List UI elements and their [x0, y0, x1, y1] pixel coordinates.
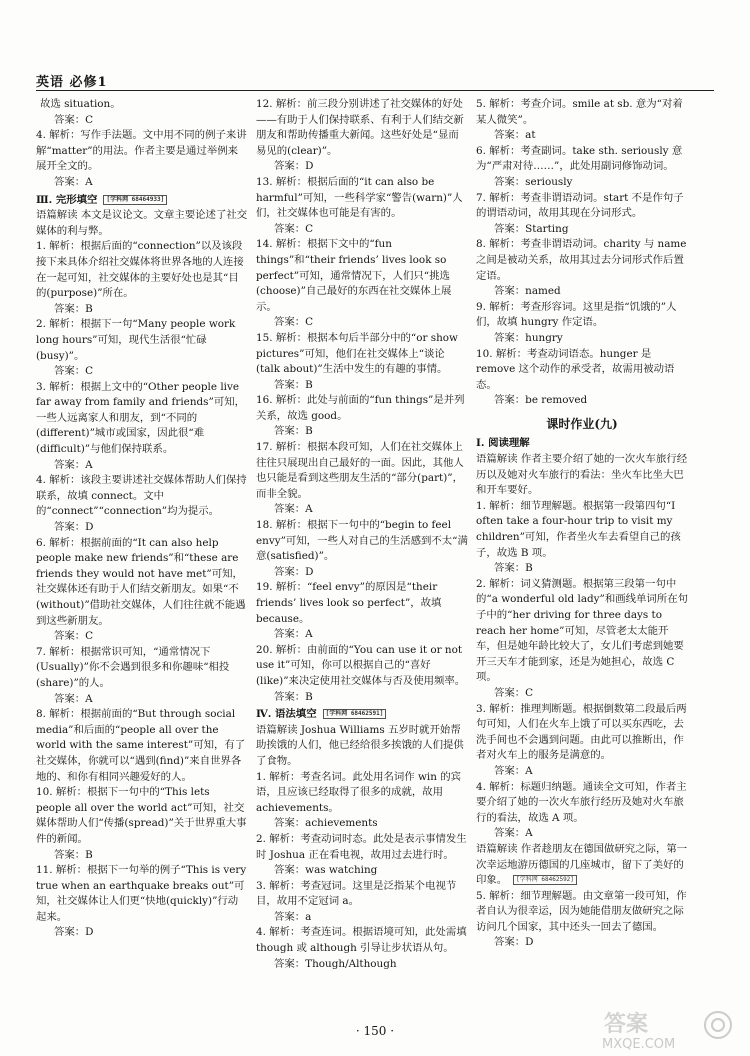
paragraph [476, 702, 688, 764]
paragraph-text: 10. 解析：考查动词语态。hunger 是 remove 这个动作的承受者，故需用被动语态。 [476, 347, 675, 391]
answer-line [256, 424, 468, 440]
reference-code-stamp: [学科网 68462592] [513, 875, 577, 885]
answer-line-text: 答案：C [274, 316, 314, 329]
answer-line [36, 629, 248, 645]
svg-text:答案: 答案 [604, 1012, 649, 1037]
answer-line [476, 222, 688, 238]
answer-line [476, 284, 688, 300]
paragraph-text: 14. 解析：根据下文中的“fun things”和“their friends’ lives look so perfect”可知，通常情况下，人们只“挑选(choose)”自己最好的东西在社交媒体上展示。 [256, 238, 452, 313]
paragraph-text: 2. 解析：根据下一句“Many people work long hours”可知，现代生活很“忙碌(busy)”。 [36, 318, 236, 362]
paragraph-text: 7. 解析：根据常识可知，“通常情况下(Usually)”你不会遇到很多和你趣味“相投(share)”的人。 [36, 645, 230, 689]
answer-line [476, 331, 688, 347]
continued-text-text: 故选 situation。 [40, 98, 121, 110]
paragraph [36, 707, 248, 785]
answer-line [256, 957, 468, 973]
paragraph-text: 13. 解析：根据后面的“it can also be harmful”可知，一些科学家“警告(warn)”人们，社交媒体也可能是有害的。 [256, 175, 463, 220]
answer-line-text: 答案：achievements [274, 817, 378, 830]
answer-line-text: 答案：A [54, 692, 93, 705]
paragraph [476, 577, 688, 686]
answer-line-text: 答案：C [54, 113, 94, 126]
paragraph [256, 440, 468, 502]
paragraph-text: 5. 解析：细节理解题。由文章第一段可知，作者自认为很幸运，因为她能借朋友做研究之际访问几个国家，其中还头一回去了德国。 [476, 889, 687, 933]
answer-line-text: 答案：at [494, 129, 536, 142]
paragraph [256, 97, 468, 159]
answer-line-text: 答案：D [494, 936, 534, 949]
answer-line-text: 答案：a [274, 910, 312, 923]
answer-line-text: 答案：A [54, 458, 93, 471]
paragraph [476, 499, 688, 561]
paragraph [476, 347, 688, 394]
answer-line [256, 315, 468, 331]
paragraph [36, 473, 248, 520]
answer-line-text: 答案：be removed [494, 394, 588, 407]
paragraph-text: 3. 解析：考查冠词。这里是泛指某个电视节目，故用不定冠词 a。 [256, 879, 457, 908]
paragraph-text: 11. 解析：根据下一句举的例子“This is very true when an earthquake breaks out”可知，社交媒体让人们更“快地(quickly)”行动起来。 [36, 864, 247, 923]
paragraph [476, 452, 688, 499]
answer-line-text: 答案：D [54, 926, 94, 939]
paragraph [36, 645, 248, 692]
svg-text:MXQE.COM: MXQE.COM [602, 1037, 676, 1051]
answer-line-text: 答案：was watching [274, 864, 378, 877]
paragraph [476, 144, 688, 175]
answer-line [36, 364, 248, 380]
answer-line-text: 答案：C [274, 222, 314, 235]
continued-text [36, 97, 248, 113]
paragraph-text: 2. 解析：考查动词时态。此处是表示事情发生时 Joshua 正在看电视，故用过去进行时。 [256, 832, 467, 861]
answer-line-text: 答案：A [494, 827, 533, 840]
paragraph [476, 300, 688, 331]
paragraph-text: 1. 解析：细节理解题。根据第一段第四句“I often take a four-hour trip to visit my children”可知，作者坐火车去看望自己的孩子，故选 B 项。 [476, 499, 681, 559]
answer-line-text: 答案：B [274, 690, 313, 703]
answer-line-text: 答案：named [494, 285, 561, 298]
paragraph-text: 3. 解析：根据上文中的“Other people live far away from family and friends”可知，一些人远离家人和朋友，到“不同的(different)”城市或国家，因此很“难(difficult)”与他们保持联系。 [36, 380, 245, 456]
answer-line-text: 答案：A [274, 503, 313, 516]
paragraph-text: 1. 解析：考查名词。此处用名词作 win 的宾语，且应该已经取得了很多的成就，故用 achievements。 [256, 770, 461, 814]
paragraph [36, 239, 248, 301]
answer-line-text: 答案：C [54, 630, 94, 643]
paragraph-text: 9. 解析：考查形容词。这里是指“饥饿的”人们，故填 hungry 作定语。 [476, 300, 677, 329]
paragraph-text: 8. 解析：根据前面的“But through social media”和后面的“people all over the world with the same interest”可知，有了社交媒体，你就可以“遇到(find)”来自世界各地的、和你有相同兴趣爱好的人。 [36, 708, 246, 783]
page-header: 英语 必修1 [36, 75, 108, 90]
paragraph-text: 语篇解读 本文是议论文。文章主要论述了社交媒体的利与弊。 [36, 209, 248, 237]
paragraph [36, 785, 248, 847]
answer-line [36, 302, 248, 318]
answer-line [36, 848, 248, 864]
paragraph-text: 5. 解析：考查介词。smile at sb. 意为“对着某人微笑”。 [476, 98, 683, 126]
answer-line [36, 925, 248, 941]
header-rule [36, 90, 714, 91]
paragraph [256, 518, 468, 565]
answer-line-text: 答案：Though/Although [274, 957, 397, 970]
column-right [476, 97, 688, 951]
answer-line [476, 175, 688, 191]
answer-line [36, 113, 248, 129]
answer-line-text: 答案：A [274, 628, 313, 641]
answer-line [256, 502, 468, 518]
paragraph [36, 128, 248, 175]
answer-line-text: 答案：B [274, 378, 313, 391]
paragraph [256, 832, 468, 863]
section-heading-text: Ⅳ. 语法填空 [256, 708, 317, 721]
section-heading [256, 707, 468, 723]
paragraph [256, 393, 468, 424]
answer-line-text: 答案：B [274, 425, 313, 438]
paragraph-text: 6. 解析：考查副词。take sth. seriously 意为“严肃对待……”，此处用副词修饰动词。 [476, 144, 683, 173]
paragraph-text: 4. 解析：写作手法题。文中用不同的例子来讲解“matter”的用法。作者主要是通过举例来展开全文的。 [36, 129, 247, 173]
answer-line [256, 910, 468, 926]
paragraph-text: 15. 解析：根据本句后半部分中的“or show pictures”可知，他们在社交媒体上“谈论(talk about)”生活中发生的有趣的事情。 [256, 331, 458, 376]
answer-line-text: 答案：seriously [494, 175, 573, 188]
answer-line-text: 答案：B [54, 302, 93, 315]
reference-code-stamp: [学科网 68462591] [323, 709, 387, 719]
answer-line [256, 627, 468, 643]
answer-line-text: 答案：B [494, 562, 533, 575]
paragraph-text: 8. 解析：考查非谓语动词。charity 与 name 之间是被动关系，故用其过去分词形式作后置定语。 [476, 238, 687, 282]
answer-line-text: 答案：A [494, 764, 533, 777]
answer-line [36, 175, 248, 191]
answer-line-text: 答案：D [274, 160, 314, 173]
paragraph [36, 863, 248, 925]
answer-line [256, 690, 468, 706]
answer-line [476, 686, 688, 702]
paragraph [256, 237, 468, 315]
paragraph-text: 12. 解析：前三段分别讲述了社交媒体的好处——有助于人们保持联系、有利于人们结交新朋友和帮助传播重大新闻。这些好处是“显而易见的(clear)”。 [256, 98, 464, 157]
paragraph-text: 语篇解读 作者趁朋友在德国做研究之际，第一次幸运地游历德国的几座城市，留下了美好的印象。 [476, 842, 688, 887]
paragraph-text: 18. 解析：根据下一句中的“begin to feel envy”可知，一些人对自己的生活感到不太“满意(satisfied)”。 [256, 519, 468, 563]
paragraph [256, 643, 468, 690]
answer-line [476, 393, 688, 409]
watermark-logo [596, 1007, 742, 1051]
paragraph [256, 580, 468, 627]
paragraph-text: 2. 解析：词义猜测题。根据第三段第一句中的“a wonderful old lady”和画线单词所在句子中的“her driving for three days to reach her home”可知，尽管老太太能开车，但是她年龄比较大了，女儿们考虑到她要开三天车才能到家，还是为她担心，故选 C 项。 [476, 577, 688, 684]
answer-line-text: 答案：D [54, 521, 94, 534]
reference-code-stamp: [学科网 68464933] [103, 195, 167, 205]
paragraph [256, 925, 468, 956]
section-heading [476, 436, 688, 452]
paragraph [476, 780, 688, 827]
paragraph [256, 723, 468, 770]
answer-line-text: 答案：Starting [494, 222, 569, 235]
homework-title [476, 417, 688, 433]
answer-line-text: 答案：B [54, 848, 93, 861]
paragraph [476, 889, 688, 936]
paragraph-text: 17. 解析：根据本段可知，人们在社交媒体上往往只展现出自己最好的一面。因此，其他人也只能是看到这些朋友生活的“部分(part)”，而非全貌。 [256, 441, 464, 500]
answer-line-text: 答案：hungry [494, 331, 563, 344]
paragraph [36, 536, 248, 630]
paragraph [256, 175, 468, 222]
paragraph-text: 语篇解读 作者主要介绍了她的一次火车旅行经历以及她对火车旅行的看法：坐火车比坐大巴和开车要好。 [476, 453, 688, 497]
answer-line-text: 答案：A [54, 175, 93, 188]
section-heading [36, 193, 248, 209]
answer-line [256, 378, 468, 394]
paragraph-text: 6. 解析：根据前面的“It can also help people make new friends”和“these are friends they would not have met”可知，社交媒体还有助于人们结交新朋友。如果“不(without)”借助社交媒体，人们往往就不能遇到这些新朋友。 [36, 536, 246, 627]
paragraph [476, 237, 688, 284]
paragraph-text: 4. 解析：该段主要讲述社交媒体帮助人们保持联系，故填 connect。文中的“connect”“connection”均为提示。 [36, 474, 247, 518]
paragraph-text: 4. 解析：标题归纳题。通读全文可知，作者主要介绍了她的一次火车旅行经历及她对火车旅行的看法，故选 A 项。 [476, 780, 687, 824]
column-left [36, 97, 248, 941]
paragraph-text: 1. 解析：根据后面的“connection”以及该段接下来具体介绍社交媒体将世界各地的人连接在一起可知，社交媒体的主要好处也是其“目的(purpose)”所在。 [36, 240, 244, 300]
answer-line [476, 128, 688, 144]
answer-line [36, 458, 248, 474]
answer-line [256, 159, 468, 175]
paragraph [36, 317, 248, 364]
paragraph-text: 3. 解析：推理判断题。根据倒数第二段最后两句可知，人们在火车上饿了可以买东西吃，去洗手间也不会遇到问题。由此可以推断出，作者对火车上的服务是满意的。 [476, 702, 687, 762]
answer-line [476, 561, 688, 577]
homework-title-text: 课时作业(九) [546, 416, 618, 431]
paragraph-text: 7. 解析：考查非谓语动词。start 不是作句子的谓语动词，故用其现在分词形式。 [476, 191, 684, 220]
answer-line-text: 答案：C [494, 686, 534, 699]
section-heading-text: Ⅰ. 阅读理解 [476, 437, 530, 450]
paragraph [256, 879, 468, 910]
paragraph [476, 191, 688, 222]
answer-line-text: 答案：C [54, 365, 94, 378]
paragraph-text: 16. 解析：此处与前面的“fun things”是并列关系，故选 good。 [256, 394, 465, 422]
column-middle [256, 97, 468, 972]
page-number: · 150 · [355, 1024, 395, 1038]
answer-line [476, 764, 688, 780]
paragraph [36, 208, 248, 239]
paragraph [36, 380, 248, 458]
answer-line [476, 826, 688, 842]
paragraph-text: 20. 解析：由前面的“You can use it or not use it”可知，你可以根据自己的“喜好(like)”来决定使用社交媒体与否及使用频率。 [256, 643, 466, 687]
paragraph-text: 19. 解析：“feel envy”的原因是“their friends’ lives look so perfect”，故填 because。 [256, 581, 442, 625]
paragraph [256, 331, 468, 378]
paragraph [476, 842, 688, 889]
paragraph-text: 10. 解析：根据下一句中的“This lets people all over the world act”可知，社交媒体帮助人们“传播(spread)”关于世界重大事件的新闻。 [36, 786, 247, 845]
answer-line [256, 816, 468, 832]
paragraph-text: 4. 解析：考查连词。根据语境可知，此处需填 though 或 although 引导让步状语从句。 [256, 926, 467, 955]
paragraph [256, 770, 468, 817]
paragraph [476, 97, 688, 128]
answer-line [476, 935, 688, 951]
answer-line-text: 答案：D [274, 565, 314, 578]
section-heading-text: Ⅲ. 完形填空 [36, 193, 98, 206]
answer-line [256, 222, 468, 238]
answer-line [256, 863, 468, 879]
answer-line [256, 565, 468, 581]
answer-line [36, 692, 248, 708]
paragraph-text: 语篇解读 Joshua Williams 五岁时就开始帮助挨饿的人们，他已经给很多挨饿的人们提供了食物。 [256, 723, 464, 767]
answer-line [36, 520, 248, 536]
